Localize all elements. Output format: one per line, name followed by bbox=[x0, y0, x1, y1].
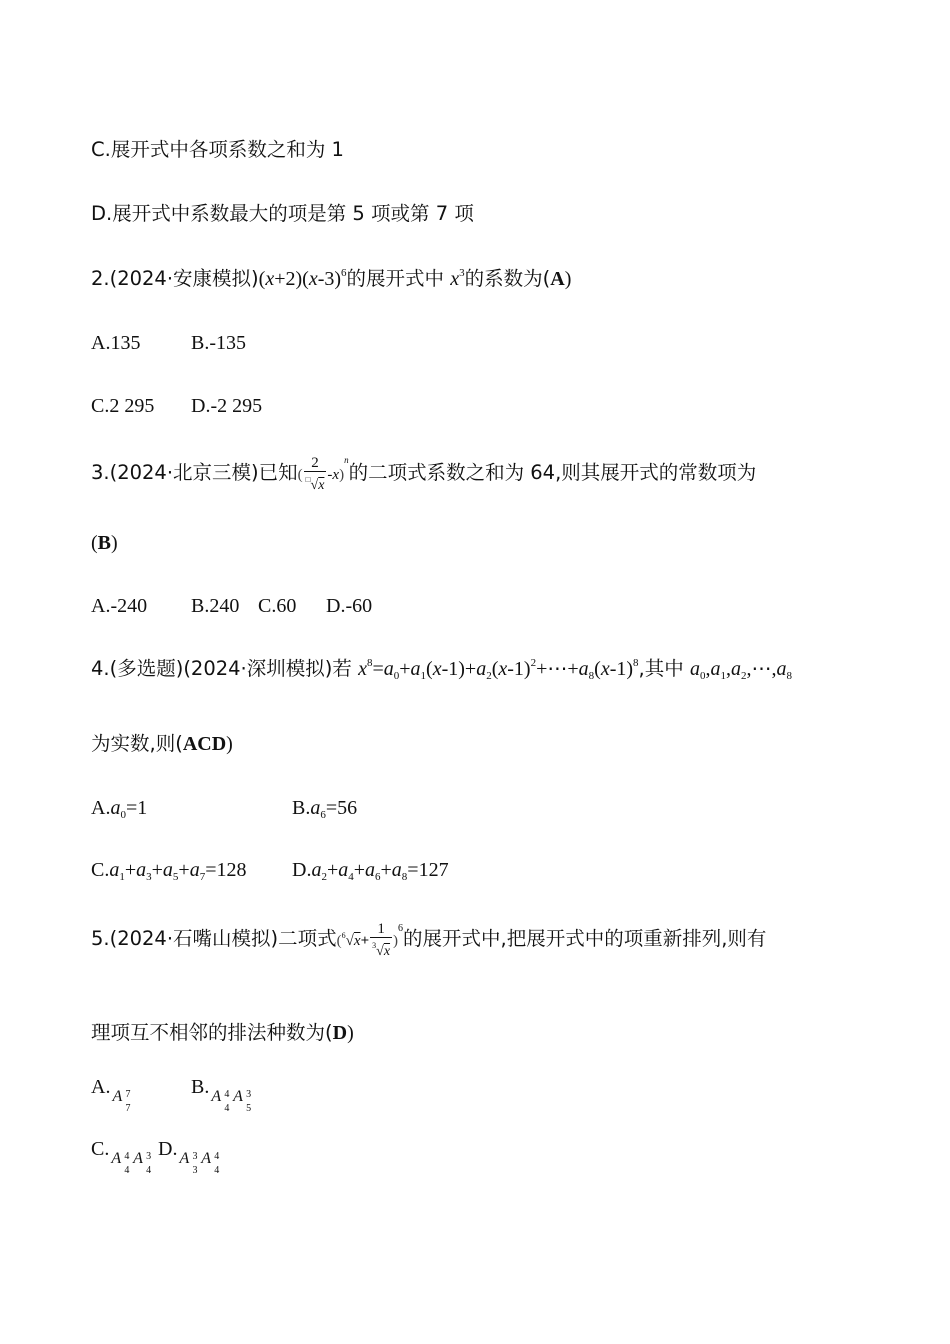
question-5-line-2: 理项互不相邻的排法种数为(D) bbox=[91, 1021, 354, 1044]
question-4-option-a: $A.a_0=1$ bbox=[91, 797, 148, 821]
question-4-answer: ACD bbox=[182, 733, 227, 755]
question-5-option-b: B. $_{A 4 4}$ $_{A 3 5}$ bbox=[191, 1076, 252, 1114]
question-4-option-b: $B.a_6=56$ bbox=[292, 797, 358, 821]
question-5-options-row-2 bbox=[91, 1136, 860, 1176]
question-5-stem bbox=[91, 921, 860, 960]
question-4-line-2: 为实数,则(ACD) bbox=[91, 732, 233, 755]
question-2-option-d: D.-2 295 bbox=[191, 395, 263, 417]
question-3-answer: B bbox=[97, 532, 112, 554]
question-2-prefix: 2.(2024·安康模拟) bbox=[91, 267, 259, 290]
question-2-suffix-b: 的系数为( bbox=[464, 267, 551, 290]
question-3-option-b: B.240 bbox=[191, 595, 240, 617]
question-3-expression: ( $\frac{2}{^□√x}$ -x)$^n$ bbox=[297, 455, 349, 493]
question-2-option-c: C.2 295 bbox=[91, 395, 155, 417]
question-5-prefix: 5.(2024·石嘴山模拟)二项式 bbox=[91, 927, 337, 951]
question-4-stem bbox=[91, 656, 860, 682]
question-2-stem: 2.(2024·安康模拟)$(x+2)(x-3)^6$的展开式中 $x^3$的系数为(A) bbox=[91, 267, 572, 290]
question-2-expression: $(x+2)(x-3)^6$ bbox=[258, 267, 347, 290]
question-5-option-c: C. $_{A 4 4}$ $_{A 3 4}$ bbox=[91, 1138, 152, 1176]
option-d-line: D.展开式中系数最大的项是第 5 项或第 7 项 bbox=[91, 202, 474, 225]
question-4-coefficients: $a_0,a_1,a_2,\cdots,a_8$ bbox=[689, 658, 792, 682]
question-3-option-a: A.-240 bbox=[91, 595, 148, 617]
question-5-answer: D bbox=[332, 1022, 348, 1044]
question-4-mid: ,其中 bbox=[638, 657, 690, 680]
question-3-suffix: 的二项式系数之和为 64,则其展开式的常数项为 bbox=[348, 461, 757, 485]
question-5-options-row-1 bbox=[91, 1074, 860, 1114]
question-2-suffix-a: 的展开式中 bbox=[346, 267, 451, 290]
option-c-line: C.展开式中各项系数之和为 1 bbox=[91, 138, 344, 161]
question-5-option-a: A. $_{A 7 7}$ bbox=[91, 1076, 131, 1114]
question-3-option-c: C.60 bbox=[258, 595, 297, 617]
question-5-suffix: 的展开式中,把展开式中的项重新排列,则有 bbox=[403, 927, 767, 951]
question-3-prefix: 3.(2024·北京三模)已知 bbox=[91, 461, 298, 485]
question-4-option-d: $D.a_2+a_4+a_6+a_8=127$ bbox=[292, 859, 449, 883]
question-4-option-c: $C.a_1+a_3+a_5+a_7=128$ bbox=[91, 859, 247, 883]
question-5-line-2-text: 理项互不相邻的排法种数为( bbox=[91, 1021, 333, 1044]
question-3-stem bbox=[91, 455, 860, 494]
question-2-option-b: B.-135 bbox=[191, 332, 246, 354]
question-4-line-2-text: 为实数,则( bbox=[91, 732, 183, 755]
question-3-option-d: D.-60 bbox=[326, 595, 373, 617]
question-3-answer-line: (B) bbox=[91, 532, 118, 554]
question-2-option-a: A.135 bbox=[91, 332, 141, 354]
question-2-power: $x^3$ bbox=[450, 267, 465, 290]
question-4-expansion: $x^8=a_0+a_1(x-1)+a_2(x-1)^2+\cdots+a_8(x-1)^8$ bbox=[358, 657, 639, 682]
question-4-prefix: 4.(多选题)(2024·深圳模拟)若 bbox=[91, 657, 359, 680]
question-5-option-d: D. $_{A 3 3}$ $_{A 4 4}$ bbox=[158, 1138, 220, 1176]
question-5-expression: ($^6$√x+ $\frac{1}{^3√x}$ )$^6$ bbox=[336, 921, 404, 959]
question-2-answer: A bbox=[550, 268, 565, 290]
